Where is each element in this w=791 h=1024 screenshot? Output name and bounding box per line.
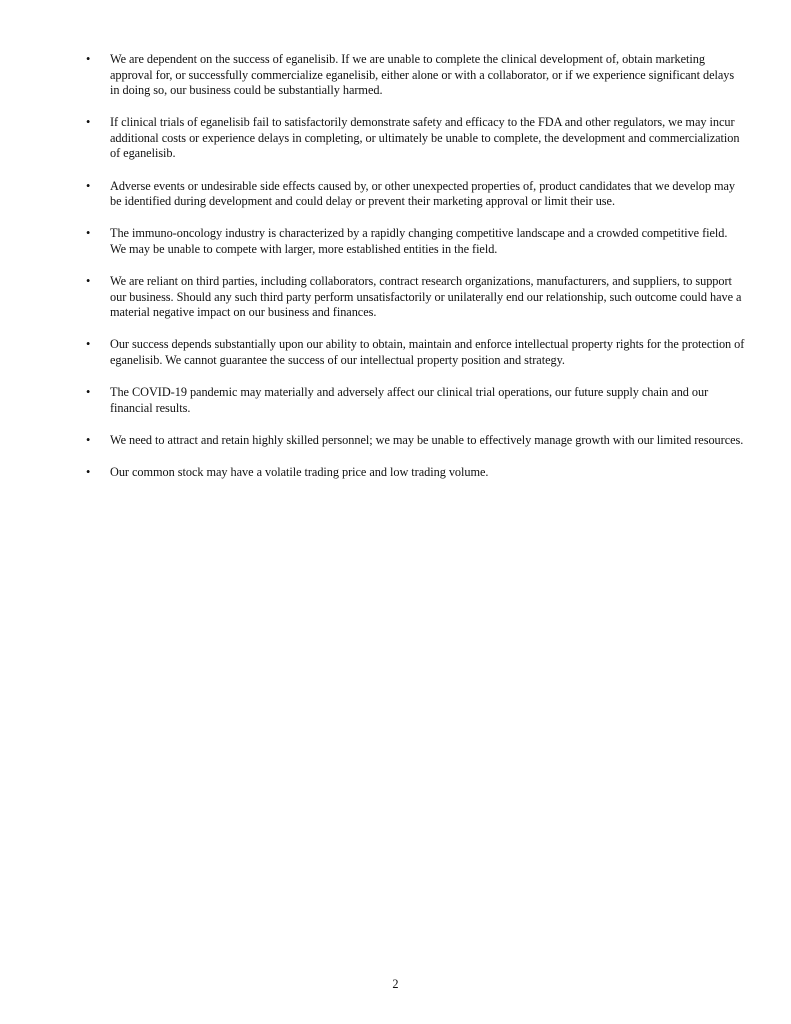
list-item bbox=[86, 115, 746, 162]
list-item bbox=[86, 465, 746, 481]
risk-factor-text: We need to attract and retain highly skilled personnel; we may be unable to effectively manage growth with our limited resources. bbox=[110, 432, 744, 447]
list-item bbox=[86, 337, 746, 368]
risk-factor-text: Our success depends substantially upon our ability to obtain, maintain and enforce intellectual property rights for the protection of eganelisib. We cannot guarantee the success of our intellectual property position and strategy. bbox=[110, 337, 745, 367]
bullet-icon: • bbox=[86, 464, 91, 479]
bullet-icon: • bbox=[86, 432, 91, 447]
risk-factor-text: We are reliant on third parties, including collaborators, contract research organizations, manufacturers, and suppliers, to support our business. Should any such third party perform unsatisfactorily or unilaterally end our relationship, such outcome could have a material negative impact on our business and finances. bbox=[110, 273, 742, 320]
risk-factor-text: Adverse events or undesirable side effects caused by, or other unexpected properties of, product candidates that we develop may be identified during development and could delay or prevent their marketing approval or limit their use. bbox=[110, 178, 736, 209]
bullet-icon: • bbox=[86, 337, 91, 352]
list-item bbox=[86, 226, 746, 257]
risk-factor-text: Our common stock may have a volatile trading price and low trading volume. bbox=[110, 464, 489, 479]
risk-factor-text: The immuno-oncology industry is characterized by a rapidly changing competitive landscape and a crowded competitive field. We may be unable to compete with larger, more established entities in the field. bbox=[110, 226, 728, 256]
bullet-icon: • bbox=[86, 226, 91, 241]
page-number: 2 bbox=[392, 977, 399, 991]
list-item bbox=[86, 52, 746, 99]
list-item bbox=[86, 274, 746, 321]
bullet-icon: • bbox=[86, 52, 91, 66]
risk-factor-text: The COVID-19 pandemic may materially and adversely affect our clinical trial operations, our future supply chain and our financial results. bbox=[110, 384, 709, 415]
bullet-icon: • bbox=[86, 273, 91, 288]
bullet-icon: • bbox=[86, 115, 91, 130]
risk-factor-text: If clinical trials of eganelisib fail to satisfactorily demonstrate safety and efficacy to the FDA and other regulators, we may incur additional costs or experience delays in completing, or ultimately be unable to complete, the development and commercialization of eganelisib. bbox=[110, 115, 740, 161]
risk-factor-text: We are dependent on the success of eganelisib. If we are unable to complete the clinical development of, obtain marketing approval for, or successfully commercialize eganelisib, either alone or with a collaborator, or if we experience significant delays in doing so, our business could be substantially harmed. bbox=[110, 52, 735, 98]
list-item bbox=[86, 179, 746, 210]
risk-factor-list bbox=[86, 52, 746, 497]
list-item bbox=[86, 433, 746, 449]
bullet-icon: • bbox=[86, 178, 91, 193]
list-item bbox=[86, 385, 746, 416]
bullet-icon: • bbox=[86, 384, 91, 399]
